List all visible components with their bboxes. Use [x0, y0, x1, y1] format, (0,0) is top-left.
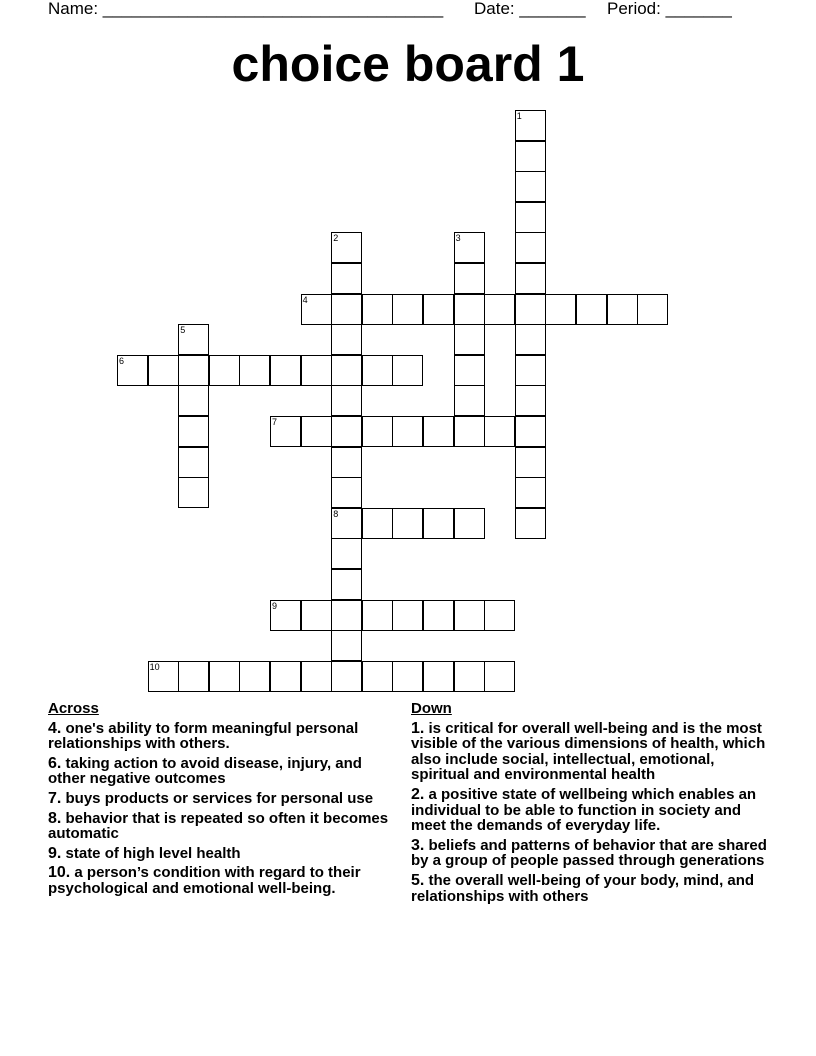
- crossword-cell[interactable]: [392, 416, 423, 447]
- crossword-cell[interactable]: [454, 385, 485, 416]
- crossword-cell[interactable]: [515, 202, 546, 233]
- crossword-cell[interactable]: [331, 294, 362, 325]
- crossword-cell[interactable]: [423, 416, 454, 447]
- crossword-cell[interactable]: [331, 538, 362, 569]
- crossword-cell[interactable]: [331, 600, 362, 631]
- clue-text: taking action to avoid disease, injury, and other negative outcomes: [48, 754, 362, 788]
- crossword-cell[interactable]: [515, 232, 546, 263]
- crossword-cell[interactable]: [392, 508, 423, 539]
- crossword-cell[interactable]: [301, 416, 332, 447]
- crossword-cell[interactable]: [301, 661, 332, 692]
- clue-number: 9.: [48, 844, 62, 862]
- clue-number: 2: [333, 233, 339, 244]
- down-clue: [411, 787, 776, 834]
- crossword-cell[interactable]: [239, 661, 270, 692]
- clue-number: 4: [302, 294, 308, 305]
- crossword-cell[interactable]: [454, 324, 485, 355]
- crossword-cell[interactable]: [331, 416, 362, 447]
- crossword-cell[interactable]: [148, 661, 179, 692]
- across-clue: [48, 865, 393, 896]
- clue-text: one's ability to form meaningful personal relationships with others.: [48, 719, 359, 753]
- crossword-cell[interactable]: [331, 661, 362, 692]
- clue-number: 1: [516, 111, 522, 121]
- name-field[interactable]: Name: ____________________________________: [48, 0, 444, 18]
- crossword-cell[interactable]: [331, 630, 362, 661]
- crossword-cell[interactable]: [270, 600, 301, 631]
- crossword-cell[interactable]: [301, 600, 332, 631]
- crossword-cell[interactable]: [515, 416, 546, 447]
- crossword-cell[interactable]: [331, 385, 362, 416]
- down-clues: [411, 701, 776, 908]
- crossword-cell[interactable]: [178, 355, 209, 386]
- clue-text: buys products or services for personal use: [61, 789, 374, 807]
- crossword-cell[interactable]: [301, 355, 332, 386]
- clue-number: 7: [272, 417, 278, 427]
- clue-number: 10.: [48, 864, 71, 882]
- across-clues: [48, 701, 393, 901]
- clue-number: 1.: [411, 719, 425, 737]
- crossword-cell[interactable]: [484, 661, 515, 692]
- clue-number: 7.: [48, 789, 62, 807]
- crossword-cell[interactable]: [331, 447, 362, 478]
- clue-text: a person’s condition with regard to their psychological and emotional well-being.: [48, 864, 361, 897]
- clue-number: 10: [149, 661, 160, 672]
- crossword-cell[interactable]: [209, 355, 240, 386]
- crossword-cell[interactable]: [239, 355, 270, 386]
- crossword-cell[interactable]: [178, 477, 209, 508]
- crossword-cell[interactable]: [515, 141, 546, 172]
- crossword-cell[interactable]: [515, 324, 546, 355]
- crossword-cell[interactable]: [362, 661, 393, 692]
- clue-number: 3.: [411, 836, 425, 854]
- crossword-cell[interactable]: [484, 416, 515, 447]
- crossword-cell[interactable]: [392, 661, 423, 692]
- clue-text: is critical for overall well-being and is the most visible of the various dimensions of health, which also include social, intellectual, emotional, spiritual and environmental health: [411, 719, 766, 784]
- clue-number: 3: [455, 233, 461, 244]
- crossword-cell[interactable]: [454, 294, 485, 325]
- across-clue: [48, 811, 393, 842]
- down-clue-list: [411, 721, 776, 905]
- clue-number: 8: [333, 508, 339, 519]
- crossword-cell[interactable]: [454, 355, 485, 386]
- down-clue: [411, 721, 776, 783]
- crossword-cell[interactable]: [270, 416, 301, 447]
- crossword-cell[interactable]: [270, 661, 301, 692]
- clue-text: beliefs and patterns of behavior that are shared by a group of people passed through generations: [411, 836, 767, 870]
- crossword-cell[interactable]: [301, 294, 332, 325]
- crossword-cell[interactable]: [423, 661, 454, 692]
- crossword-cell[interactable]: [454, 232, 485, 263]
- crossword-cell[interactable]: [148, 355, 179, 386]
- across-clue-list: [48, 721, 393, 897]
- crossword-cell[interactable]: [484, 294, 515, 325]
- clue-number: 4.: [48, 719, 62, 737]
- clue-text: behavior that is repeated so often it becomes automatic: [48, 809, 389, 843]
- crossword-cell[interactable]: [637, 294, 668, 325]
- crossword-cell[interactable]: [515, 385, 546, 416]
- crossword-cell[interactable]: [515, 110, 546, 141]
- crossword-cell[interactable]: [331, 508, 362, 539]
- crossword-cell[interactable]: [484, 600, 515, 631]
- crossword-cell[interactable]: [331, 232, 362, 263]
- crossword-cell[interactable]: [423, 600, 454, 631]
- crossword-cell[interactable]: [607, 294, 638, 325]
- crossword-cell[interactable]: [392, 355, 423, 386]
- crossword-cell[interactable]: [423, 508, 454, 539]
- crossword-cell[interactable]: [454, 263, 485, 294]
- crossword-cell[interactable]: [454, 661, 485, 692]
- crossword-cell[interactable]: [392, 600, 423, 631]
- crossword-cell[interactable]: [362, 600, 393, 631]
- crossword-cell[interactable]: [362, 508, 393, 539]
- crossword-cell[interactable]: [331, 263, 362, 294]
- crossword-cell[interactable]: [117, 355, 148, 386]
- down-heading: Down: [411, 700, 452, 717]
- clue-number: 5.: [411, 871, 425, 889]
- crossword-cell[interactable]: [515, 294, 546, 325]
- crossword-cell[interactable]: [331, 477, 362, 508]
- crossword-cell[interactable]: [392, 294, 423, 325]
- crossword-cell[interactable]: [576, 294, 607, 325]
- crossword-cell[interactable]: [515, 508, 546, 539]
- clue-text: state of high level health: [61, 844, 241, 862]
- crossword-cell[interactable]: [423, 294, 454, 325]
- down-clue: [411, 838, 776, 869]
- across-clue: [48, 756, 393, 787]
- crossword-cell[interactable]: [362, 355, 393, 386]
- clue-number: 2.: [411, 785, 425, 803]
- crossword-cell[interactable]: [331, 355, 362, 386]
- clue-text: a positive state of wellbeing which enables an individual to be able to function in society and meet the demands of everyday life.: [411, 785, 757, 835]
- crossword-cell[interactable]: [454, 508, 485, 539]
- page-title: choice board 1: [231, 36, 585, 92]
- clue-number: 5: [180, 325, 186, 336]
- clue-number: 6: [119, 355, 125, 366]
- crossword-cell[interactable]: [178, 447, 209, 478]
- across-heading: Across: [48, 700, 99, 717]
- date-field[interactable]: Date: _______: [474, 0, 586, 18]
- crossword-cell[interactable]: [178, 385, 209, 416]
- crossword-cell[interactable]: [270, 355, 301, 386]
- crossword-cell[interactable]: [362, 416, 393, 447]
- crossword-cell[interactable]: [515, 171, 546, 202]
- crossword-cell[interactable]: [515, 355, 546, 386]
- crossword-cell[interactable]: [209, 661, 240, 692]
- crossword-cell[interactable]: [178, 661, 209, 692]
- crossword-cell[interactable]: [515, 447, 546, 478]
- crossword-cell[interactable]: [331, 569, 362, 600]
- crossword-cell[interactable]: [178, 416, 209, 447]
- clue-number: 6.: [48, 754, 62, 772]
- crossword-cell[interactable]: [454, 600, 485, 631]
- across-clue: [48, 791, 393, 807]
- crossword-cell[interactable]: [454, 416, 485, 447]
- across-clue: [48, 846, 393, 862]
- crossword-cell[interactable]: [545, 294, 576, 325]
- across-clue: [48, 721, 393, 752]
- period-field[interactable]: Period: _______: [607, 0, 732, 18]
- crossword-cell[interactable]: [362, 294, 393, 325]
- clue-number: 8.: [48, 809, 62, 827]
- clue-number: 9: [272, 600, 278, 611]
- down-clue: [411, 873, 776, 904]
- crossword-cell[interactable]: [515, 477, 546, 508]
- crossword-cell[interactable]: [515, 263, 546, 294]
- clue-text: the overall well-being of your body, mind, and relationships with others: [411, 871, 755, 905]
- crossword-cell[interactable]: [178, 324, 209, 355]
- crossword-cell[interactable]: [331, 324, 362, 355]
